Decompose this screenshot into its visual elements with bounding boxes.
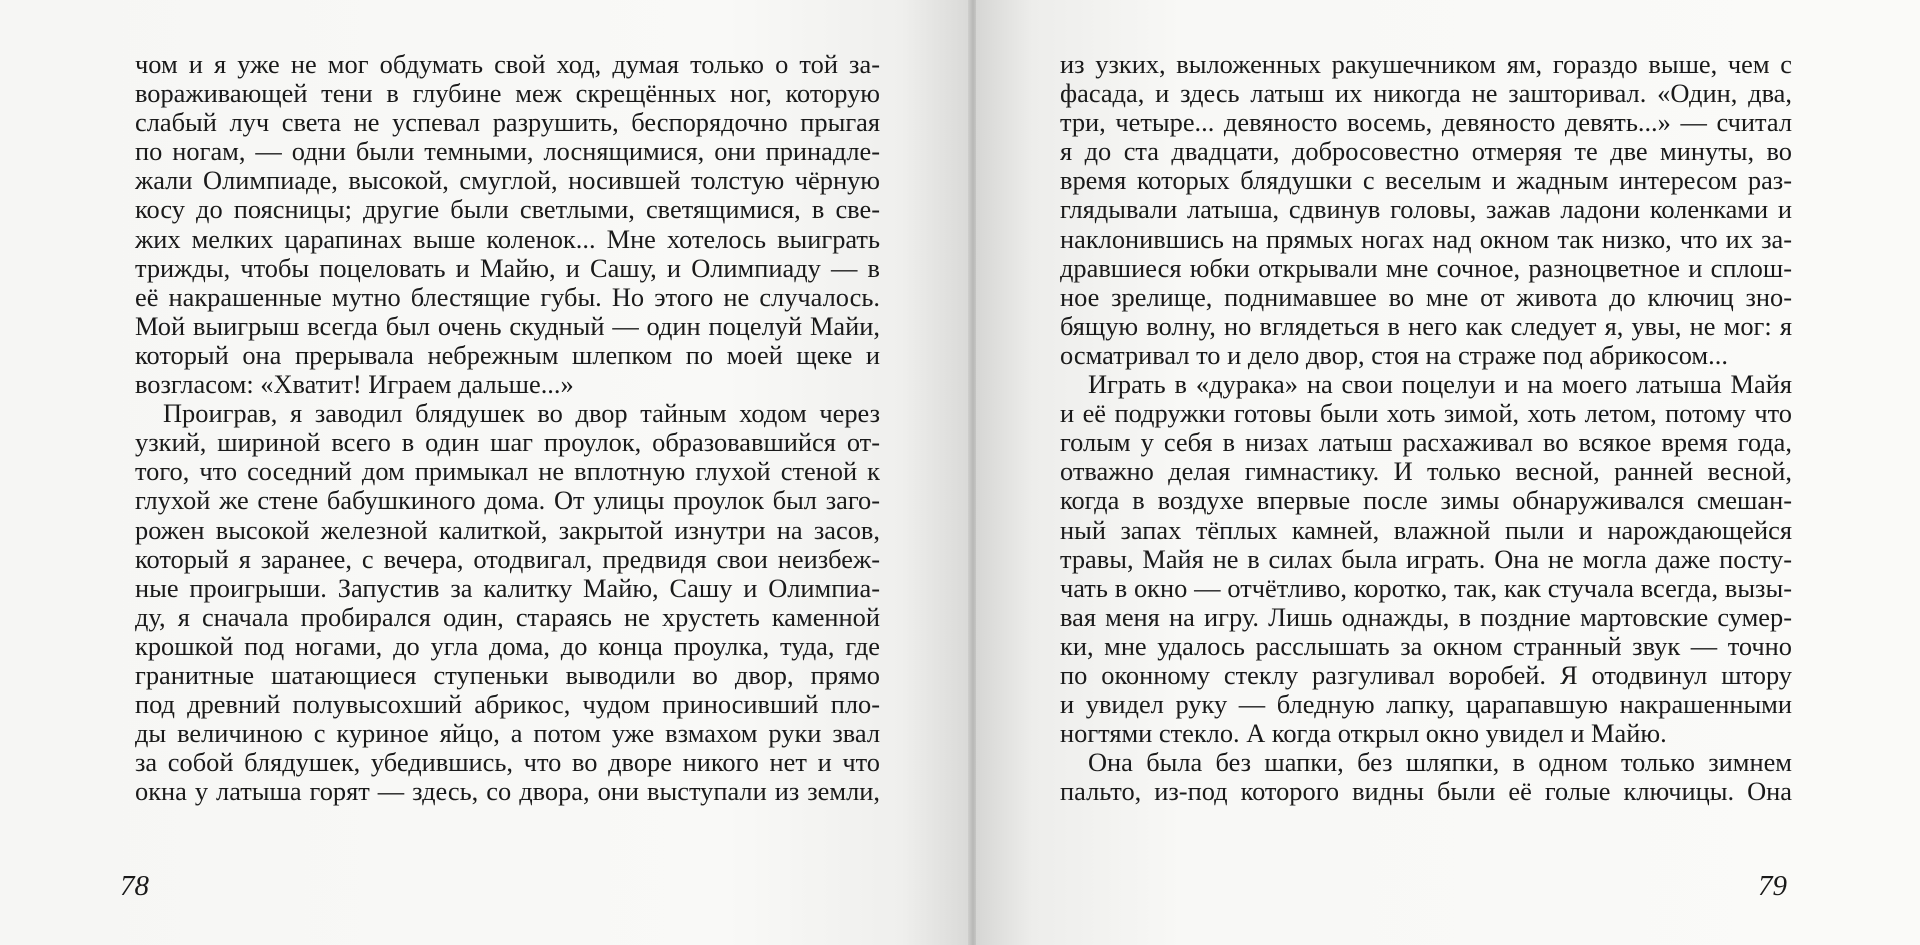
text-line: время которых блядушки с веселым и жадным интересом раз- [1060,165,1792,196]
text-line: ный запах тёплых камней, влажной пыли и нарождающейся [1060,514,1792,545]
text-line: Проиграв, я заводил блядушек во двор тайным ходом через [163,398,880,429]
right-page-text [1060,50,1792,806]
text-line: чать в окно — отчётливо, коротко, так, как стучала всегда, вызы- [1060,572,1792,603]
text-line: наклонившись на прямых ногах над окном так низко, что их за- [1060,223,1792,254]
text-line: и увидел руку — бледную лапку, царапавшую накрашенными [1060,689,1792,720]
text-line: ки, мне удалось расслышать за окном странный звук — точно [1060,630,1792,661]
text-line: чом и я уже не мог обдумать свой ход, думая только о той за- [135,49,880,79]
text-line: который я заранее, с вечера, отодвигал, предвидя свои неизбеж- [135,543,880,574]
text-line: из узких, выложенных ракушечником ям, гораздо выше, чем с [1060,49,1792,79]
text-line: вораживающей тени в глубине меж скрещённых ног, которую [135,78,880,109]
text-line: ное зрелище, поднимавшее во мне от живота до ключиц зно- [1060,281,1792,312]
text-line: окна у латыша горят — здесь, со двора, они выступали из земли, [135,776,880,807]
text-line: под древний полувысохший абрикос, чудом приносивший пло- [135,689,880,720]
text-line: Играть в «дурака» на свои поцелуи и на моего латыша Майя [1088,369,1792,400]
text-line: три, четыре... девяносто восемь, девяносто девять...» — считал [1060,107,1792,138]
text-line: возгласом: «Хватит! Играем дальше...» [135,369,574,400]
text-line: за собой блядушек, убедившись, что во дворе никого нет и что [135,747,880,778]
text-line: косу до поясницы; другие были светлыми, светящимися, в све- [135,194,880,225]
text-line: который она прерывала небрежным шлепком по моей щеке и [135,339,880,370]
right-page [976,0,1920,945]
text-line: узкий, шириной всего в один шаг проулок, образовавшийся от- [135,427,880,458]
text-line: я до ста двадцати, добросовестно отмеряя те две минуты, во [1060,136,1792,167]
text-line: Она была без шапки, без шляпки, в одном только зимнем [1088,747,1792,778]
text-line: гранитные шатающиеся ступеньки выводили во двор, прямо [135,659,880,690]
text-line: глядывали латыша, сдвинув головы, зажав ладони коленками и [1060,194,1792,225]
text-line: ды величиною с куриное яйцо, а потом уже взмахом руки звал [135,718,880,749]
text-line: слабый луч света не успевал разрушить, беспорядочно прыгая [135,107,880,138]
left-page-number: 78 [120,870,149,902]
text-line: крошкой под ногами, до угла дома, до конца проулка, туда, где [135,630,880,661]
text-line: жих мелких царапинах выше коленок... Мне хотелось выиграть [135,223,880,254]
text-line: ные проигрыши. Запустив за калитку Майю, Сашу и Олимпиа- [135,572,880,603]
text-line: ногтями стекло. А когда открыл окно увидел и Майю. [1060,718,1667,749]
text-line: того, что соседний дом примыкал не вплотную глухой стеной к [135,456,880,487]
text-line: трижды, чтобы поцеловать и Майю, и Сашу, и Олимпиаду — в [135,252,880,283]
text-line: когда в воздухе впервые после зимы обнаруживался смешан- [1060,485,1792,516]
text-line: вая меня на игру. Лишь однажды, в поздние мартовские сумер- [1060,601,1792,632]
text-line: рожен высокой железной калиткой, закрытой изнутри на засов, [135,514,880,545]
text-line: Мой выигрыш всегда был очень скудный — один поцелуй Майи, [135,310,880,341]
text-line: голым у себя в низах латыш расхаживал во всякое время года, [1060,427,1792,458]
text-line: по ногам, — одни были темными, лоснящимися, они принадле- [135,136,880,167]
text-line: глухой же стене бабушкиного дома. От улицы проулок был заго- [135,485,880,516]
text-line: травы, Майя не в силах была играть. Она не могла даже посту- [1060,543,1792,574]
text-line: дравшиеся юбки открывали мне сочное, разноцветное и сплош- [1060,252,1792,283]
right-page-number: 79 [1758,870,1787,902]
text-line: фасада, и здесь латыш их никогда не зашторивал. «Один, два, [1060,78,1792,109]
text-line: и её подружки готовы были хоть зимой, хоть летом, потому что [1060,398,1792,429]
text-line: её накрашенные мутно блестящие губы. Но этого не случалось. [135,281,880,312]
text-line: осматривал то и дело двор, стоя на страже под абрикосом... [1060,339,1728,370]
text-line: пальто, из-под которого видны были её голые ключицы. Она [1060,776,1792,807]
text-line: по оконному стеклу разгуливал воробей. Я отодвинул штору [1060,659,1792,690]
text-line: отважно делая гимнастику. И только весной, ранней весной, [1060,456,1792,487]
left-page-text [135,50,880,806]
text-line: бящую волну, но вглядеться в него как следует я, увы, не мог: я [1060,310,1792,341]
text-line: ду, я сначала пробирался один, стараясь не хрустеть каменной [135,601,880,632]
text-line: жали Олимпиаде, высокой, смуглой, носившей толстую чёрную [135,165,880,196]
